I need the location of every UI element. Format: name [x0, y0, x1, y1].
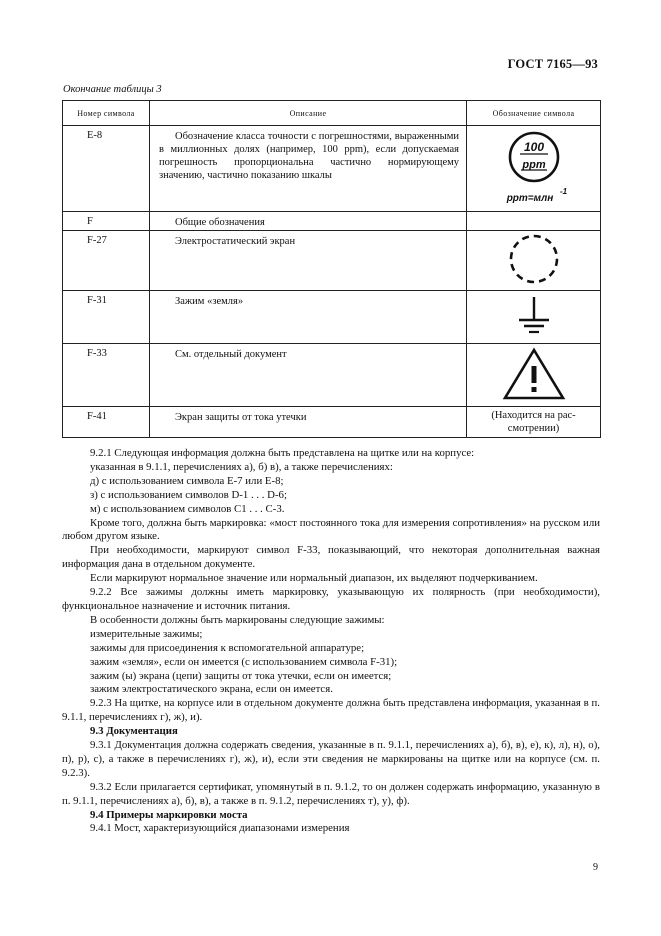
table-row [63, 291, 601, 344]
svg-text:ppm: ppm [521, 159, 546, 171]
symbol-code: E-8 [63, 126, 150, 212]
column-header: Номер символа [63, 101, 150, 126]
paragraph: 9.2.1 Следующая информация должна быть представлена на щитке или на корпусе: [90, 447, 475, 459]
symbol-code: F-33 [63, 344, 150, 407]
ppm-class-icon [467, 126, 601, 212]
section-heading: 9.4 Примеры маркировки моста [90, 808, 248, 821]
paragraph: указанная в 9.1.1, перечислениях а), б) в), а также перечислениях: [90, 460, 393, 473]
symbol-description: Зажим «земля» [150, 291, 467, 344]
symbol-code: F-31 [63, 291, 150, 344]
electrostatic-screen-icon [467, 231, 601, 291]
symbol-code: F-41 [63, 407, 150, 438]
table-row [63, 344, 601, 407]
paragraph: зажим «земля», если он имеется (с использованием символа F-31); [90, 655, 398, 668]
symbol-description: Экран защиты от тока утечки [150, 407, 467, 438]
symbol-description: Электростатический экран [150, 231, 467, 291]
column-header: Описание [150, 101, 467, 126]
paragraph: зажимы для присоединения к вспомогательной аппаратуре; [90, 641, 365, 654]
paragraph: Если маркируют нормальное значение или нормальный диапазон, их выделяют подчеркиванием. [90, 572, 538, 585]
paragraph: 9.3.1 Документация должна содержать сведения, указанные в п. 9.1.1, перечислениях а), б), в), е), к), л), н), о), п), р), с), а также в перечислениях г), ж), и), если эти сведения не маркированы на щитке или на корпусе (см. п. 9.2.3). [62, 739, 600, 779]
column-header: Обозначение символа [467, 101, 601, 126]
paragraph: зажим (ы) экрана (цепи) защиты от тока утечки, если он имеется; [90, 669, 392, 682]
table-row [63, 231, 601, 291]
paragraph: Кроме того, должна быть маркировка: «мост постоянного тока для измерения сопротивления» на русском или любом другом языке. [62, 516, 600, 543]
paragraph: зажим электростатического экрана, если он имеется. [90, 683, 333, 696]
paragraph: 9.2.3 На щитке, на корпусе или в отдельном документе должна быть представлена информация, указанная в п. 9.1.1, перечислениях г), ж), и). [62, 697, 600, 724]
symbol-description: Общие обозначения [150, 212, 467, 231]
symbols-table [62, 100, 601, 438]
paragraph: м) с использованием символов С1 . . . С-3. [90, 502, 285, 515]
symbol-cell-empty [467, 212, 601, 231]
paragraph: измерительные зажимы; [90, 627, 203, 640]
table-row [63, 126, 601, 212]
svg-text:ppm=млн: ppm=млн [506, 193, 553, 204]
paragraph: д) с использованием символа Е-7 или Е-8; [90, 474, 284, 487]
symbol-code: F-27 [63, 231, 150, 291]
table-caption: Окончание таблицы 3 [63, 84, 162, 95]
paragraph: 9.3.2 Если прилагается сертификат, упомянутый в п. 9.1.2, то он должен содержать информацию, указанную в п. 9.1.1, перечислениях а), б), в), а также в п. 9.1.2, перечислениях т), у), ф). [62, 780, 600, 807]
paragraph: 9.4.1 Мост, характеризующийся диапазонами измерения [90, 822, 350, 835]
symbol-description: См. отдельный документ [150, 344, 467, 407]
symbol-description: Обозначение класса точности с погрешностями, выраженными в миллионных долях (например, 100 ppm), если допускаемая погрешность пропорциональна частично нормирующему значению, частично показанию шкалы [150, 126, 467, 212]
warning-triangle-icon [467, 344, 601, 407]
body-text [62, 447, 600, 836]
symbol-code: F [63, 212, 150, 231]
svg-text:-1: -1 [559, 187, 567, 196]
page-number: 9 [593, 862, 598, 873]
symbol-note: (Находится на рас-смотрении) [467, 407, 601, 438]
table-header-row [63, 101, 601, 126]
document-header: ГОСТ 7165—93 [507, 57, 598, 71]
paragraph: 9.2.2 Все зажимы должны иметь маркировку, указывающую их полярность (при необходимости), функциональное назначение и источник питания. [62, 586, 600, 612]
table-row [63, 212, 601, 231]
table-row [63, 407, 601, 438]
paragraph: При необходимости, маркируют символ F-33, показывающий, что некоторая дополнительная важная информация дана в отдельном документе. [62, 544, 600, 571]
svg-text:100: 100 [523, 140, 544, 154]
ground-icon [467, 291, 601, 344]
section-heading: 9.3 Документация [90, 725, 178, 738]
paragraph: з) с использованием символов D-1 . . . D-6; [90, 488, 287, 501]
paragraph: В особенности должны быть маркированы следующие зажимы: [90, 613, 385, 626]
